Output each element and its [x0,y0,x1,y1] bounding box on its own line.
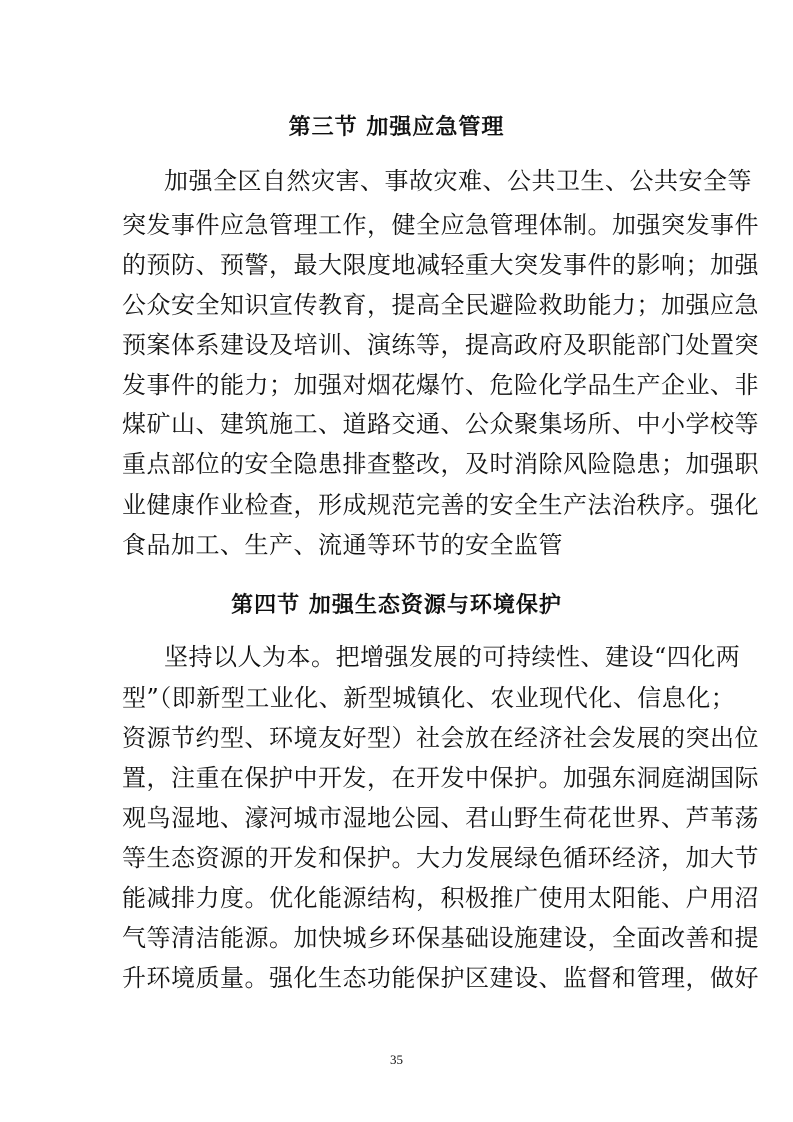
paragraph-line: 气等清洁能源。加快城乡环保基础设施建设，全面改善和提 [122,924,759,952]
paragraph-line: 食品加工、生产、流通等环节的安全监管 [122,531,563,559]
section-4-title: 第四节 加强生态资源与环境保护 [231,593,562,618]
paragraph-line: 发事件的能力；加强对烟花爆竹、危险化学品生产企业、非 [122,371,759,399]
paragraph-line: 公众安全知识宣传教育，提高全民避险救助能力；加强应急 [122,291,759,319]
paragraph-line: 观鸟湿地、濠河城市湿地公园、君山野生荷花世界、芦苇荡 [122,804,759,832]
section-3-title: 第三节 加强应急管理 [288,115,505,140]
paragraph-line: 升环境质量。强化生态功能保护区建设、监督和管理，做好 [122,964,759,992]
paragraph-line: 坚持以人为本。把增强发展的可持续性、建设“四化两 [164,643,741,671]
page-number: 35 [390,1052,403,1067]
paragraph-line: 置，注重在保护中开发，在开发中保护。加强东洞庭湖国际 [122,764,759,792]
paragraph-line: 业健康作业检查，形成规范完善的安全生产法治秩序。强化 [122,491,759,519]
paragraph-line: 煤矿山、建筑施工、道路交通、公众聚集场所、中小学校等 [122,410,759,438]
paragraph-line: 等生态资源的开发和保护。大力发展绿色循环经济，加大节 [122,844,759,872]
paragraph-line: 重点部位的安全隐患排查整改，及时消除风险隐患；加强职 [122,450,759,478]
paragraph-line: 资源节约型、环境友好型）社会放在经济社会发展的突出位 [122,724,759,752]
paragraph-line: 型”（即新型工业化、新型城镇化、农业现代化、信息化； [122,684,736,712]
paragraph-line: 加强全区自然灾害、事故灾难、公共卫生、公共安全等 [164,167,752,195]
paragraph-line: 突发事件应急管理工作，健全应急管理体制。加强突发事件 [122,211,759,239]
paragraph-line: 的预防、预警，最大限度地减轻重大突发事件的影响；加强 [122,251,759,279]
paragraph-line: 预案体系建设及培训、演练等，提高政府及职能部门处置突 [122,331,759,359]
paragraph-line: 能减排力度。优化能源结构，积极推广使用太阳能、户用沼 [122,884,759,912]
